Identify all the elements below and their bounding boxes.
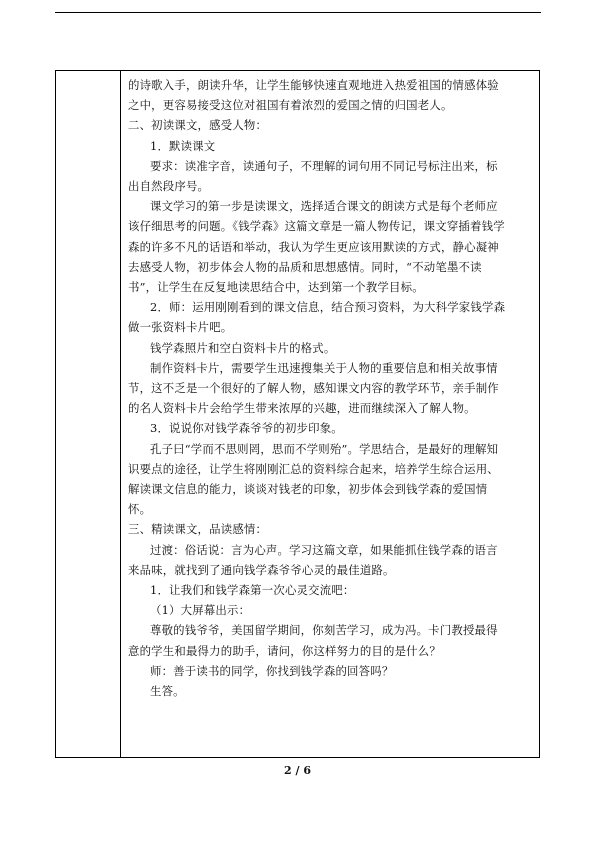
text-line: 来品味，就找到了通向钱学森爷爷心灵的最佳道路。 (128, 562, 395, 577)
text-line: 要求：读准字音，读通句子，不理解的词句用不同记号标注出来，标 (150, 158, 498, 173)
text-line: 的名人资料卡片会给学生带来浓厚的兴趣，进而继续深入了解人物。 (128, 401, 476, 416)
text-line: 二、初读课文，感受人物： (128, 118, 268, 133)
text-line: 3．说说你对钱学森爷爷的初步印象。 (150, 421, 343, 436)
text-line: 1．默读课文 (150, 138, 216, 153)
text-line: 该仔细思考的问题。《钱学森》这篇文章是一篇人物传记，课文穿插着钱学 (128, 219, 505, 234)
text-line: 尊敬的钱爷爷，美国留学期间，你刻苦学习，成为冯。卡门教授最得 (150, 623, 498, 638)
text-line: 怀。 (128, 502, 152, 517)
page-number: 2 / 6 (284, 764, 311, 777)
header-rule (55, 12, 541, 13)
text-line: 孔子曰“学而不思则罔，思而不学则殆”。学思结合，是最好的理解知 (150, 441, 499, 456)
text-line: 书”，让学生在反复地读思结合中，达到第一个教学目标。 (128, 280, 424, 295)
text-line: 森的许多不凡的话语和举动，我认为学生更应该用默读的方式，静心凝神 (128, 239, 499, 254)
text-line: 的诗歌入手，朗读升华，让学生能够快速直观地进入热爱祖国的情感体验 (128, 78, 499, 92)
text-line: 制作资料卡片，需要学生迅速搜集关于人物的重要信息和相关故事情 (150, 360, 498, 375)
lesson-table (55, 70, 540, 758)
text-line: 三、精读课文，品读感情： (128, 522, 268, 537)
text-line: 2．师：运用刚刚看到的课文信息，结合预习资料，为大科学家钱学森 (150, 300, 506, 315)
text-line: 1．让我们和钱学森第一次心灵交流吧： (150, 583, 355, 598)
text-line: 出自然段序号。 (128, 179, 210, 194)
text-line: 生答。 (150, 684, 185, 699)
text-line: 钱学森照片和空白资料卡片的格式。 (150, 340, 336, 355)
lesson-content (122, 71, 538, 701)
text-line: 师：善于读书的同学，你找到钱学森的回答吗？ (150, 663, 394, 678)
text-line: 课文学习的第一步是读课文，选择适合课文的朗读方式是每个老师应 (150, 199, 498, 214)
text-line: 之中，更容易接受这位对祖国有着浓烈的爱国之情的归国老人。 (128, 98, 453, 113)
text-line: （1）大屏幕出示： (150, 603, 251, 618)
text-line: 节，这不乏是一个很好的了解人物，感知课文内容的教学环节，亲手制作 (128, 381, 499, 396)
text-line: 意的学生和最得力的助手，请问，你这样努力的目的是什么？ (128, 643, 441, 658)
table-left-column (56, 71, 121, 757)
text-line: 识要点的途径，让学生将刚刚汇总的资料综合起来，培养学生综合运用、 (128, 461, 499, 476)
text-line: 过渡：俗话说：言为心声。学习这篇文章，如果能抓住钱学森的语言 (150, 542, 498, 557)
text-line: 做一张资料卡片吧。 (128, 320, 233, 335)
text-line: 解读课文信息的能力，谈谈对钱老的印象，初步体会到钱学森的爱国情 (128, 482, 488, 497)
text-line: 去感受人物，初步体会人物的品质和思想感情。同时，“不动笔墨不读 (128, 259, 482, 274)
